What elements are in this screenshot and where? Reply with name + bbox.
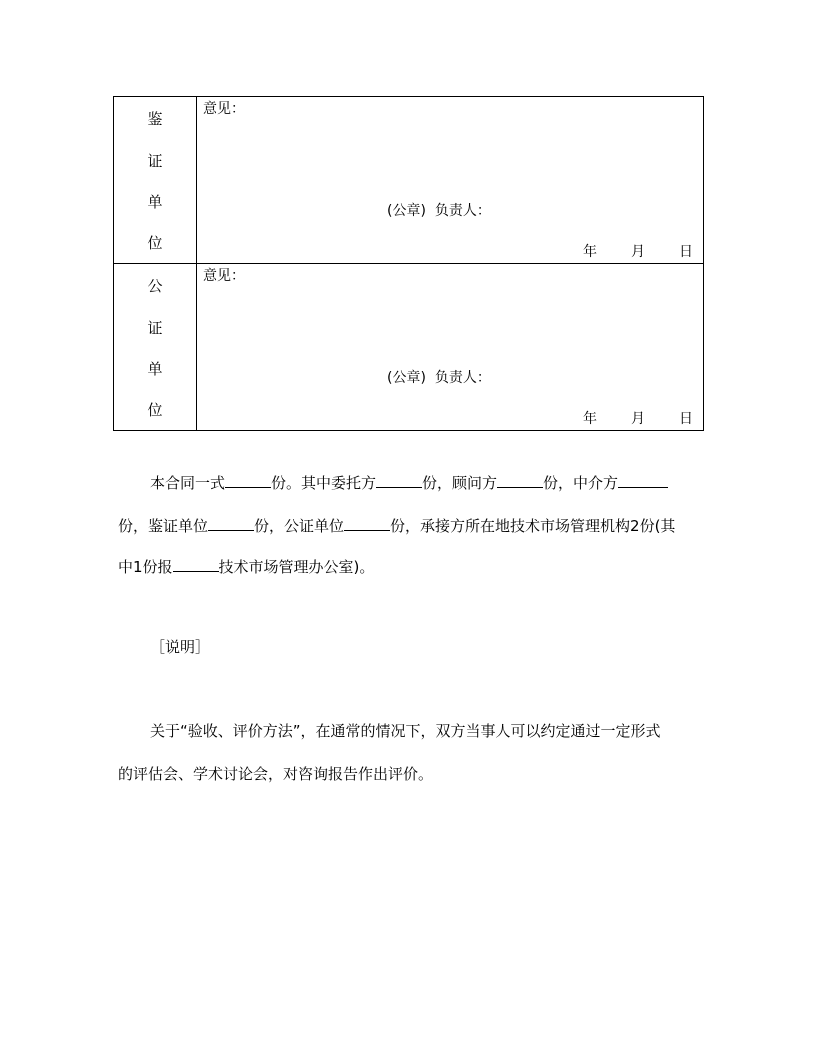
note-line-1: 关于“验收、评价方法”，在通常的情况下，双方当事人可以约定通过一定形式 <box>150 722 661 740</box>
copies-text: 本合同一式 <box>150 474 226 492</box>
copies-text: 份，顾问方 <box>422 474 498 492</box>
copies-text: 技术市场管理办公室)。 <box>218 558 375 576</box>
seal-line <box>387 369 491 387</box>
date-year: 年 <box>583 411 597 427</box>
table-row <box>114 264 704 431</box>
note-heading: ［说明］ <box>150 638 211 656</box>
opinion-cell <box>197 264 704 431</box>
seal-line <box>387 202 491 220</box>
date-line <box>583 243 693 261</box>
responsible-label: 负责人： <box>434 203 491 219</box>
label-char: 单 <box>147 360 163 378</box>
row-label-cell <box>114 264 197 431</box>
copies-text: 份，中介方 <box>543 474 619 492</box>
copies-text: 份，承接方所在地技术市场管理机构2份(其 <box>390 517 676 535</box>
seal-label: (公章) <box>387 203 426 219</box>
blank-line <box>497 473 543 488</box>
copies-text: 份，鉴证单位 <box>118 517 209 535</box>
label-char: 单 <box>147 193 163 211</box>
opinion-cell <box>197 97 704 264</box>
label-char: 证 <box>147 152 163 170</box>
date-day: 日 <box>679 411 693 427</box>
copies-text: 中1份报 <box>118 558 173 576</box>
date-day: 日 <box>679 244 693 260</box>
date-month: 月 <box>631 411 645 427</box>
label-char: 位 <box>147 234 163 252</box>
note-line-2: 的评估会、学术讨论会，对咨询报告作出评价。 <box>118 765 434 783</box>
label-char: 证 <box>147 319 163 337</box>
blank-line <box>376 473 422 488</box>
blank-line <box>618 473 668 488</box>
date-month: 月 <box>631 244 645 260</box>
blank-line <box>225 473 271 488</box>
seal-label: (公章) <box>387 370 426 386</box>
blank-line <box>208 516 254 531</box>
blank-line <box>173 557 219 572</box>
opinion-label: 意见： <box>203 101 245 117</box>
date-year: 年 <box>583 244 597 260</box>
blank-line <box>344 516 390 531</box>
responsible-label: 负责人： <box>434 370 491 386</box>
opinion-label: 意见： <box>203 268 245 284</box>
copies-text: 份。其中委托方 <box>271 474 377 492</box>
label-char: 公 <box>147 277 163 295</box>
label-char: 位 <box>147 401 163 419</box>
copies-line-1 <box>150 473 732 492</box>
copies-line-2 <box>118 516 700 535</box>
signature-table <box>113 96 704 431</box>
date-line <box>583 410 693 428</box>
row-label-cell <box>114 97 197 264</box>
copies-text: 份，公证单位 <box>254 517 345 535</box>
label-char: 鉴 <box>147 110 163 128</box>
copies-line-3 <box>118 557 700 576</box>
table-row <box>114 97 704 264</box>
